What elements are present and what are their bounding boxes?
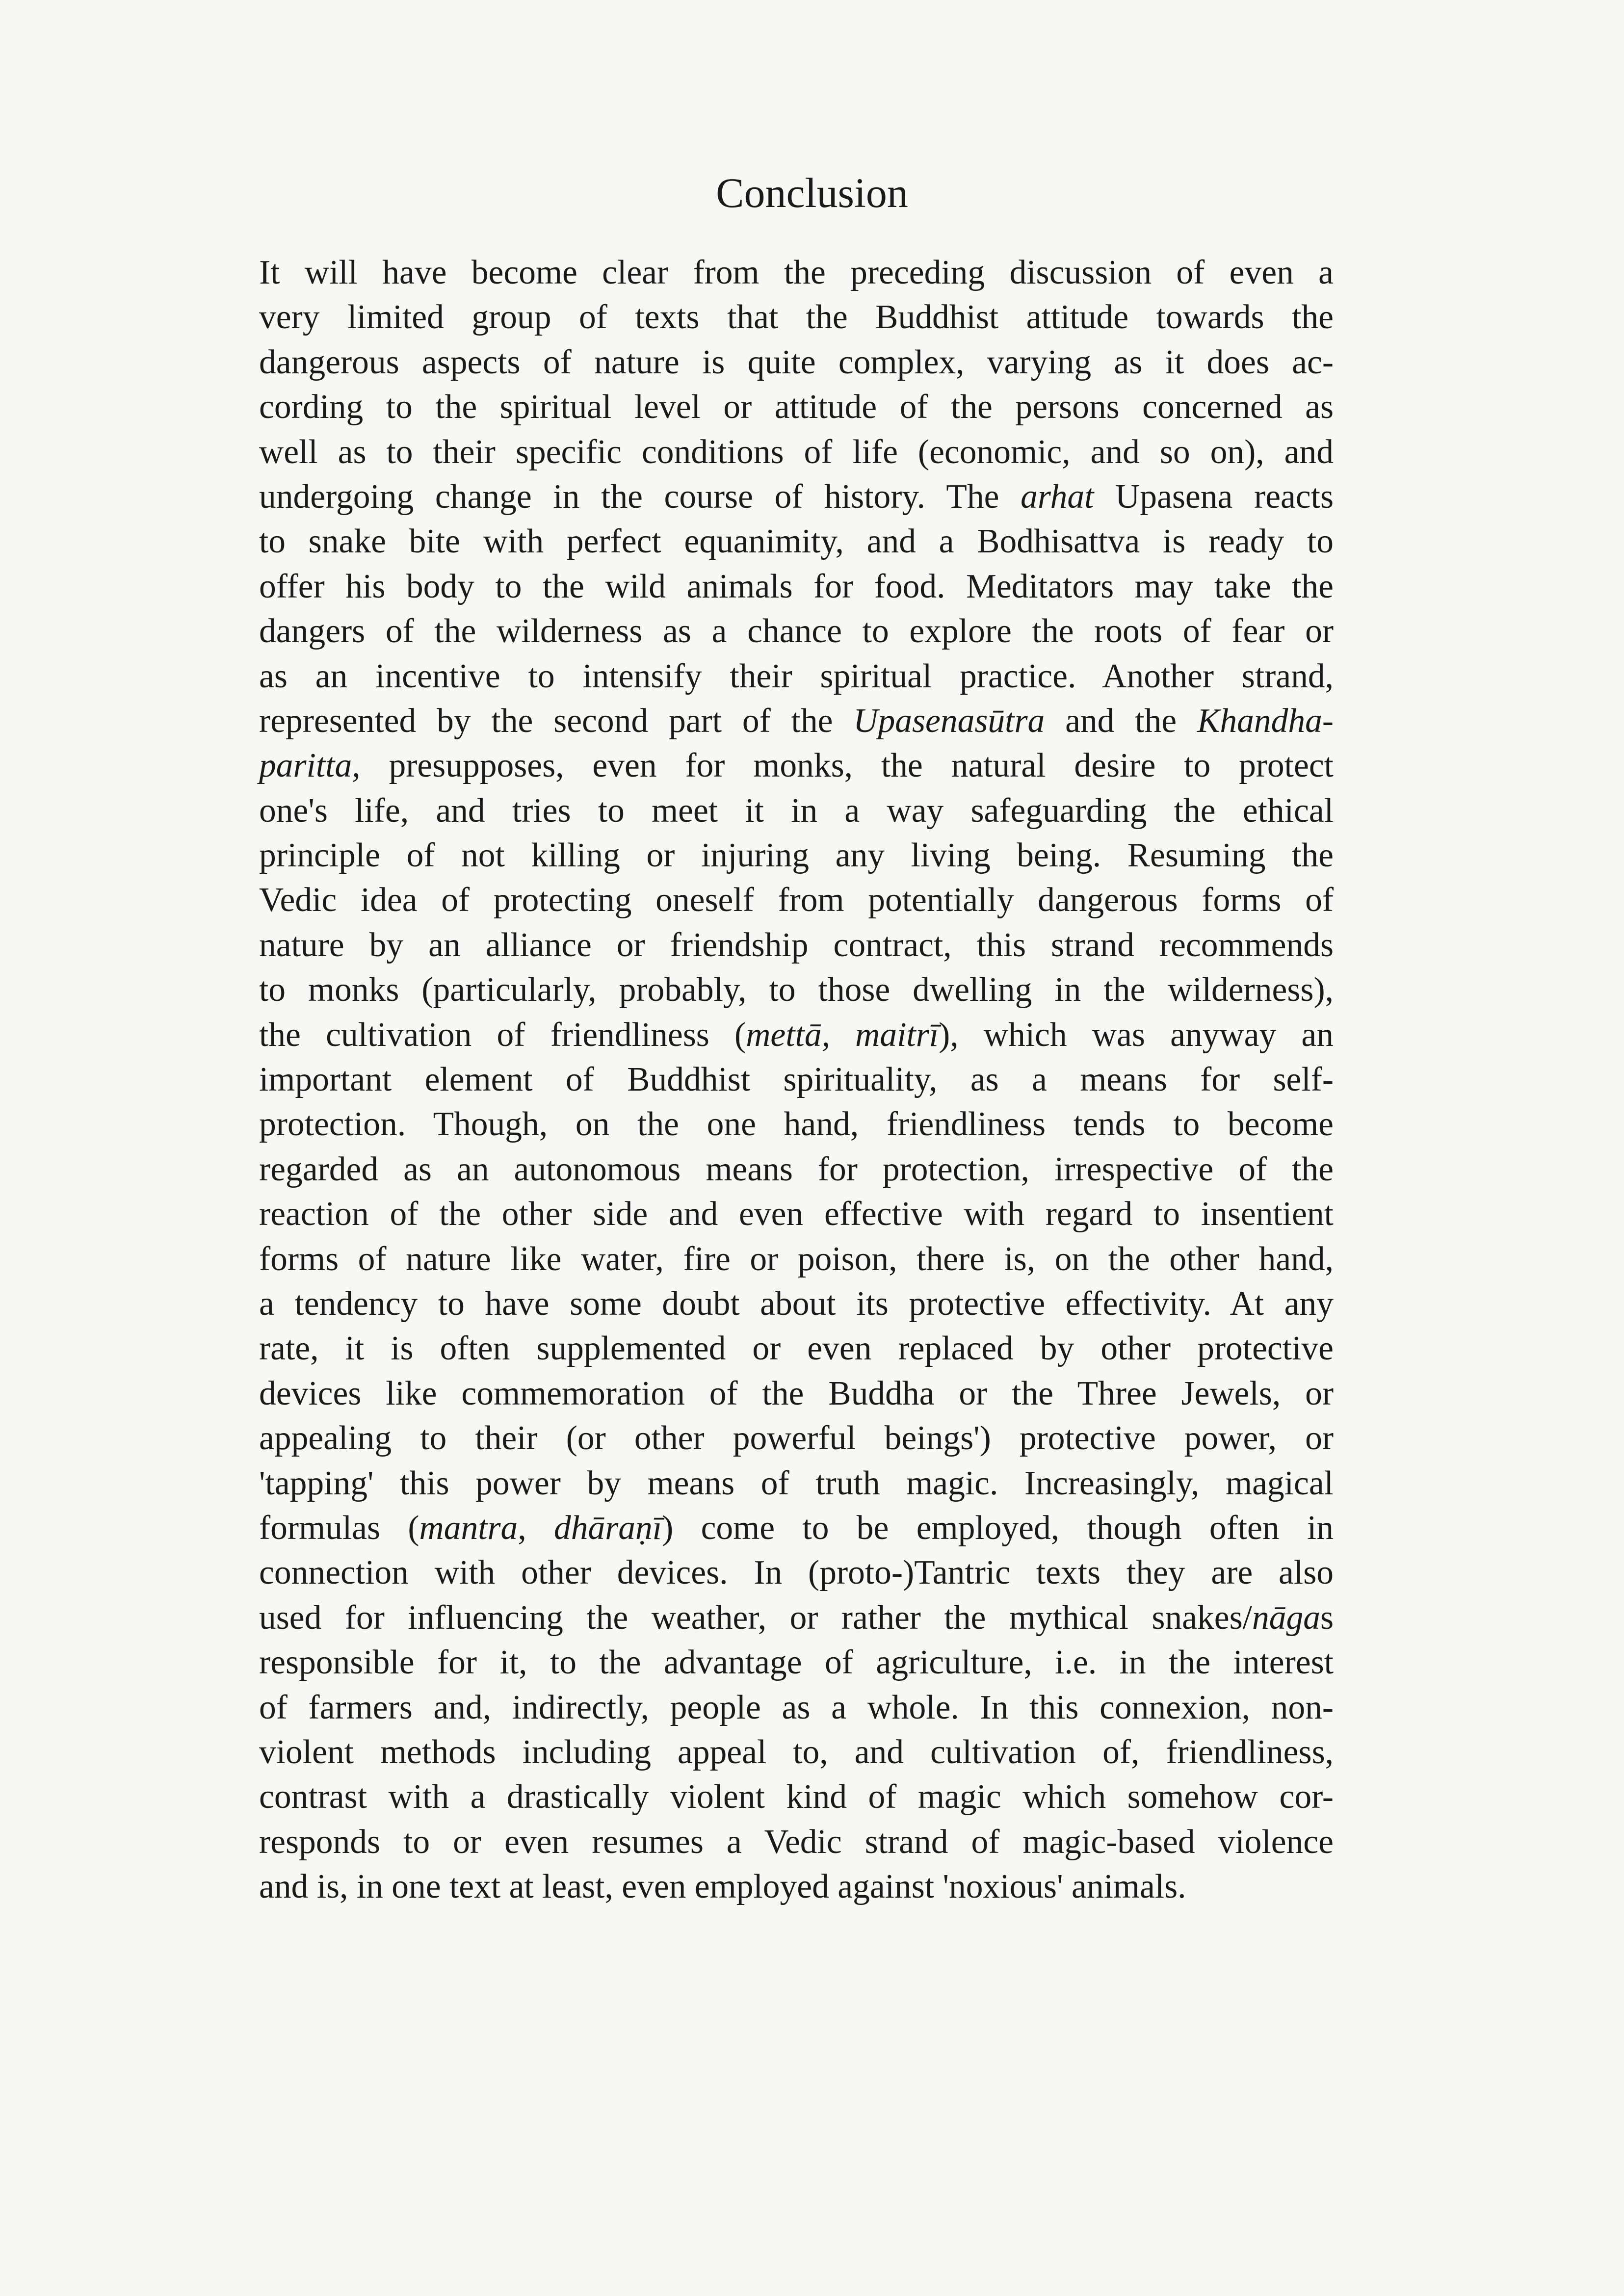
text-run: contrast with a drastically violent kind of magic which somehow cor-: [259, 1778, 1334, 1816]
text-line: [259, 699, 1334, 743]
text-run: to monks (particularly, probably, to those dwelling in the wilderness),: [259, 971, 1334, 1009]
text-run: represented by the second part of the: [259, 702, 854, 740]
text-line: [259, 1237, 1334, 1281]
text-line: [259, 923, 1334, 967]
text-line: [259, 1371, 1334, 1416]
text-run: appealing to their (or other powerful beings') protective power, or: [259, 1419, 1334, 1458]
text-line: [259, 788, 1334, 833]
text-line: [259, 743, 1334, 788]
text-line: [259, 1057, 1334, 1102]
text-line: [259, 1506, 1334, 1550]
text-line: [259, 1461, 1334, 1506]
text-run: ), which was anyway an: [939, 1016, 1334, 1054]
text-line: [259, 1013, 1334, 1057]
text-run: ) come to be employed, though often in: [662, 1509, 1334, 1547]
text-line: [259, 1326, 1334, 1371]
text-line: [259, 1192, 1334, 1236]
text-run: offer his body to the wild animals for food. Meditators may take the: [259, 567, 1334, 605]
text-run: Vedic idea of protecting oneself from potentially dangerous forms of: [259, 881, 1334, 919]
text-run: undergoing change in the course of history. The: [259, 477, 1021, 516]
italic-term: mantra: [419, 1509, 518, 1547]
italic-term: mettā, maitrī: [746, 1016, 939, 1054]
italic-term: arhat: [1021, 477, 1094, 516]
text-run: formulas (: [259, 1509, 419, 1547]
text-line: [259, 1595, 1334, 1640]
text-run: and is, in one text at least, even employed against 'noxious' animals.: [259, 1868, 1186, 1906]
text-line: [259, 385, 1334, 429]
text-line: [259, 295, 1334, 339]
text-run: important element of Buddhist spirituality, as a means for self-: [259, 1061, 1334, 1099]
text-run: It will have become clear from the preceding discussion of even a: [259, 254, 1334, 291]
text-line: [259, 1102, 1334, 1147]
text-run: used for influencing the weather, or rather the mythical snakes/: [259, 1598, 1252, 1637]
text-run: and the: [1045, 702, 1197, 740]
text-run: one's life, and tries to meet it in a way safeguarding the ethical: [259, 791, 1334, 830]
text-line: [259, 430, 1334, 474]
text-line: [259, 609, 1334, 653]
text-run: violent methods including appeal to, and cultivation of, friendliness,: [259, 1733, 1334, 1771]
italic-term: nāga: [1252, 1598, 1320, 1637]
text-run: s: [1320, 1598, 1334, 1637]
text-run: Upasena reacts: [1094, 477, 1334, 516]
text-line: [259, 1774, 1334, 1819]
text-run: cording to the spiritual level or attitude of the persons concerned as: [259, 388, 1334, 426]
text-run: protection. Though, on the one hand, friendliness tends to become: [259, 1105, 1334, 1144]
text-line: [259, 474, 1334, 519]
italic-term: paritta: [259, 747, 352, 785]
body-paragraph: [259, 250, 1334, 1909]
text-line: [259, 878, 1334, 922]
text-run: rate, it is often supplemented or even replaced by other protective: [259, 1330, 1334, 1368]
text-run: forms of nature like water, fire or poison, there is, on the other hand,: [259, 1240, 1334, 1278]
text-line: [259, 1147, 1334, 1192]
text-run: of farmers and, indirectly, people as a whole. In this connexion, non-: [259, 1688, 1334, 1726]
text-run: responsible for it, to the advantage of agriculture, i.e. in the interest: [259, 1644, 1334, 1682]
text-run: well as to their specific conditions of life (economic, and so on), and: [259, 433, 1334, 471]
italic-term: Upasenasūtra: [853, 702, 1045, 740]
text-line: [259, 833, 1334, 878]
text-run: devices like commemoration of the Buddha or the Three Jewels, or: [259, 1374, 1334, 1412]
text-line: [259, 519, 1334, 564]
text-run: regarded as an autonomous means for protection, irrespective of the: [259, 1150, 1334, 1188]
italic-term: dhāraṇī: [554, 1509, 662, 1547]
text-line: [259, 1864, 1334, 1909]
text-run: a tendency to have some doubt about its protective effectivity. At any: [259, 1284, 1334, 1323]
text-run: 'tapping' this power by means of truth magic. Increasingly, magical: [259, 1464, 1334, 1502]
text-run: nature by an alliance or friendship contract, this strand recommends: [259, 926, 1334, 964]
page-title: Conclusion: [716, 169, 908, 216]
text-run: ,: [518, 1509, 554, 1547]
text-line: [259, 1281, 1334, 1326]
text-run: connection with other devices. In (proto-)Tantric texts they are also: [259, 1554, 1334, 1592]
text-run: the cultivation of friendliness (: [259, 1016, 746, 1054]
text-line: [259, 1730, 1334, 1774]
text-run: to snake bite with perfect equanimity, and a Bodhisattva is ready to: [259, 522, 1334, 561]
text-run: dangerous aspects of nature is quite complex, varying as it does ac-: [259, 343, 1334, 381]
text-line: [259, 340, 1334, 385]
text-run: very limited group of texts that the Buddhist attitude towards the: [259, 298, 1334, 337]
text-line: [259, 1550, 1334, 1595]
text-run: reaction of the other side and even effective with regard to insentient: [259, 1195, 1334, 1233]
text-line: [259, 1685, 1334, 1730]
text-line: [259, 1416, 1334, 1461]
italic-term: Khandha-: [1197, 702, 1334, 740]
text-line: [259, 250, 1334, 295]
text-line: [259, 1640, 1334, 1685]
text-line: [259, 967, 1334, 1012]
text-run: as an incentive to intensify their spiritual practice. Another strand,: [259, 657, 1334, 695]
text-run: , presupposes, even for monks, the natural desire to protect: [352, 747, 1334, 785]
text-run: principle of not killing or injuring any living being. Resuming the: [259, 836, 1334, 875]
text-run: dangers of the wilderness as a chance to explore the roots of fear or: [259, 612, 1334, 651]
text-line: [259, 654, 1334, 699]
text-line: [259, 564, 1334, 609]
text-run: responds to or even resumes a Vedic strand of magic-based violence: [259, 1823, 1334, 1861]
text-line: [259, 1820, 1334, 1864]
